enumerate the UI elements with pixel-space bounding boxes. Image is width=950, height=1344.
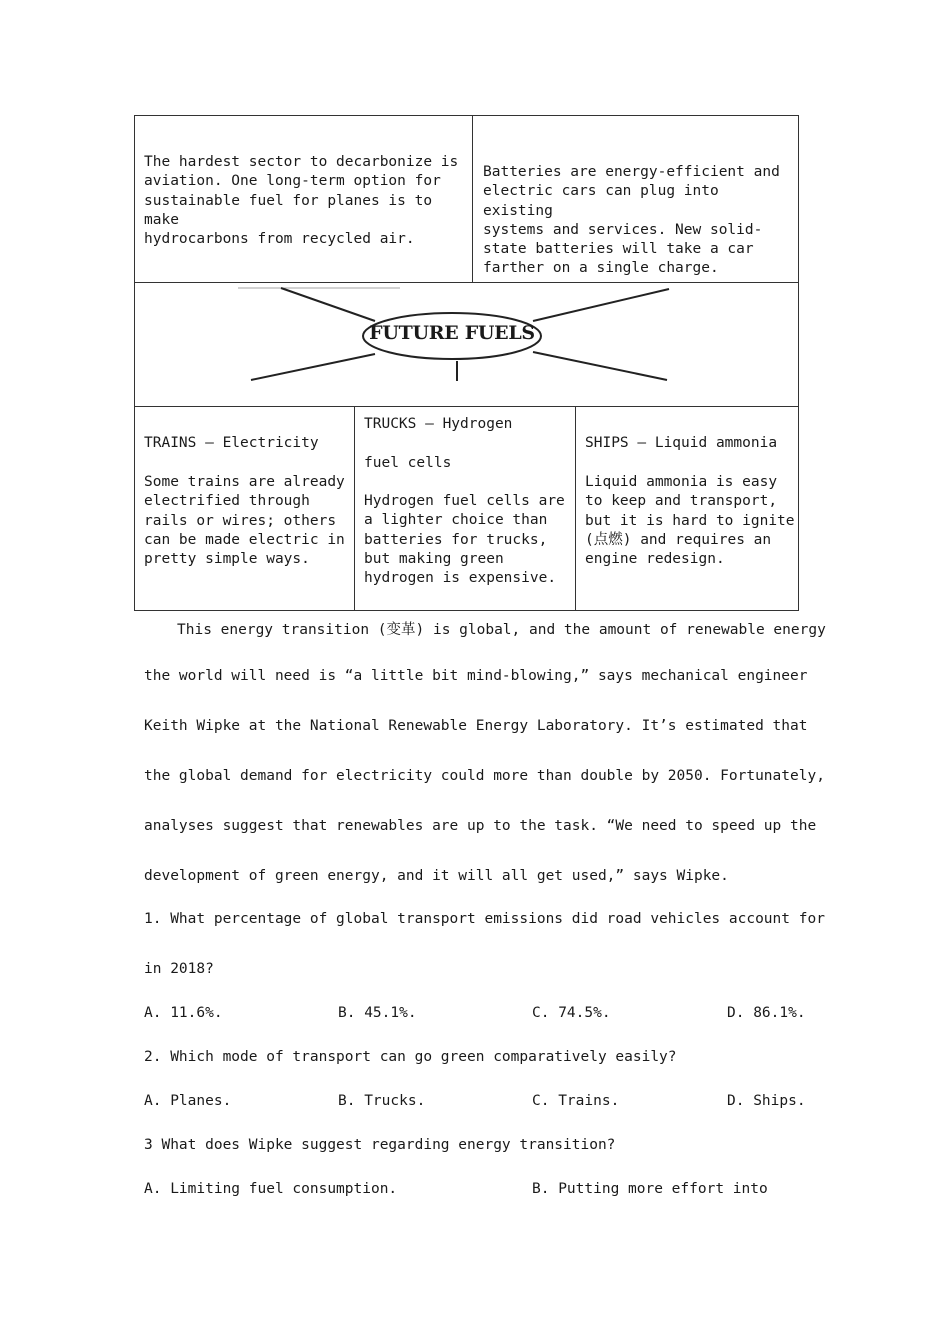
question-1-line-1: 1. What percentage of global transport emissions did road vehicles account for bbox=[144, 911, 825, 927]
future-fuels-diagram bbox=[135, 283, 798, 406]
ships-body: Liquid ammonia is easy to keep and transport, but it is hard to ignite (点燃) and requires an engine redesign. bbox=[585, 474, 795, 568]
paragraph-line-3: Keith Wipke at the National Renewable Energy Laboratory. It’s estimated that bbox=[144, 718, 808, 734]
question-3-option-a[interactable]: A. Limiting fuel consumption. bbox=[144, 1181, 398, 1197]
question-1-option-c[interactable]: C. 74.5%. bbox=[532, 1005, 611, 1021]
question-2: 2. Which mode of transport can go green comparatively easily? bbox=[144, 1049, 677, 1065]
trucks-heading-line1: TRUCKS — Hydrogen bbox=[364, 416, 513, 432]
future-fuels-label: FUTURE FUELS bbox=[369, 322, 535, 344]
question-1-option-d[interactable]: D. 86.1%. bbox=[727, 1005, 806, 1021]
question-1-line-2: in 2018? bbox=[144, 961, 214, 977]
paragraph-line-2: the world will need is “a little bit mind-blowing,” says mechanical engineer bbox=[144, 668, 808, 684]
question-3: 3 What does Wipke suggest regarding energy transition? bbox=[144, 1137, 616, 1153]
question-2-option-b[interactable]: B. Trucks. bbox=[338, 1093, 426, 1109]
trains-heading: TRAINS — Electricity bbox=[144, 435, 319, 451]
planes-cell-text: The hardest sector to decarbonize is aviation. One long-term option for sustainable fuel for planes is to make hydrocarbons from recycled air. bbox=[144, 154, 459, 248]
ships-heading: SHIPS — Liquid ammonia bbox=[585, 435, 778, 451]
question-2-option-d[interactable]: D. Ships. bbox=[727, 1093, 806, 1109]
question-2-option-c[interactable]: C. Trains. bbox=[532, 1093, 620, 1109]
question-1-option-a[interactable]: A. 11.6%. bbox=[144, 1005, 223, 1021]
trucks-body: Hydrogen fuel cells are a lighter choice than batteries for trucks, but making green hydrogen is expensive. bbox=[364, 493, 565, 587]
trucks-heading-line2: fuel cells bbox=[364, 455, 452, 471]
cars-cell-text: Batteries are energy-efficient and electric cars can plug into existing systems and services. New solid- state batteries will take a car farther on a single charge. bbox=[483, 164, 780, 277]
question-3-option-b[interactable]: B. Putting more effort into bbox=[532, 1181, 768, 1197]
paragraph-line-1: This energy transition (变革) is global, and the amount of renewable energy bbox=[177, 622, 826, 638]
question-2-option-a[interactable]: A. Planes. bbox=[144, 1093, 232, 1109]
paragraph-line-4: the global demand for electricity could more than double by 2050. Fortunately, bbox=[144, 768, 825, 784]
question-1-option-b[interactable]: B. 45.1%. bbox=[338, 1005, 417, 1021]
paragraph-line-5: analyses suggest that renewables are up to the task. “We need to speed up the bbox=[144, 818, 817, 834]
trains-body: Some trains are already electrified through rails or wires; others can be made electric in pretty simple ways. bbox=[144, 474, 345, 568]
paragraph-line-6: development of green energy, and it will all get used,” says Wipke. bbox=[144, 868, 729, 884]
